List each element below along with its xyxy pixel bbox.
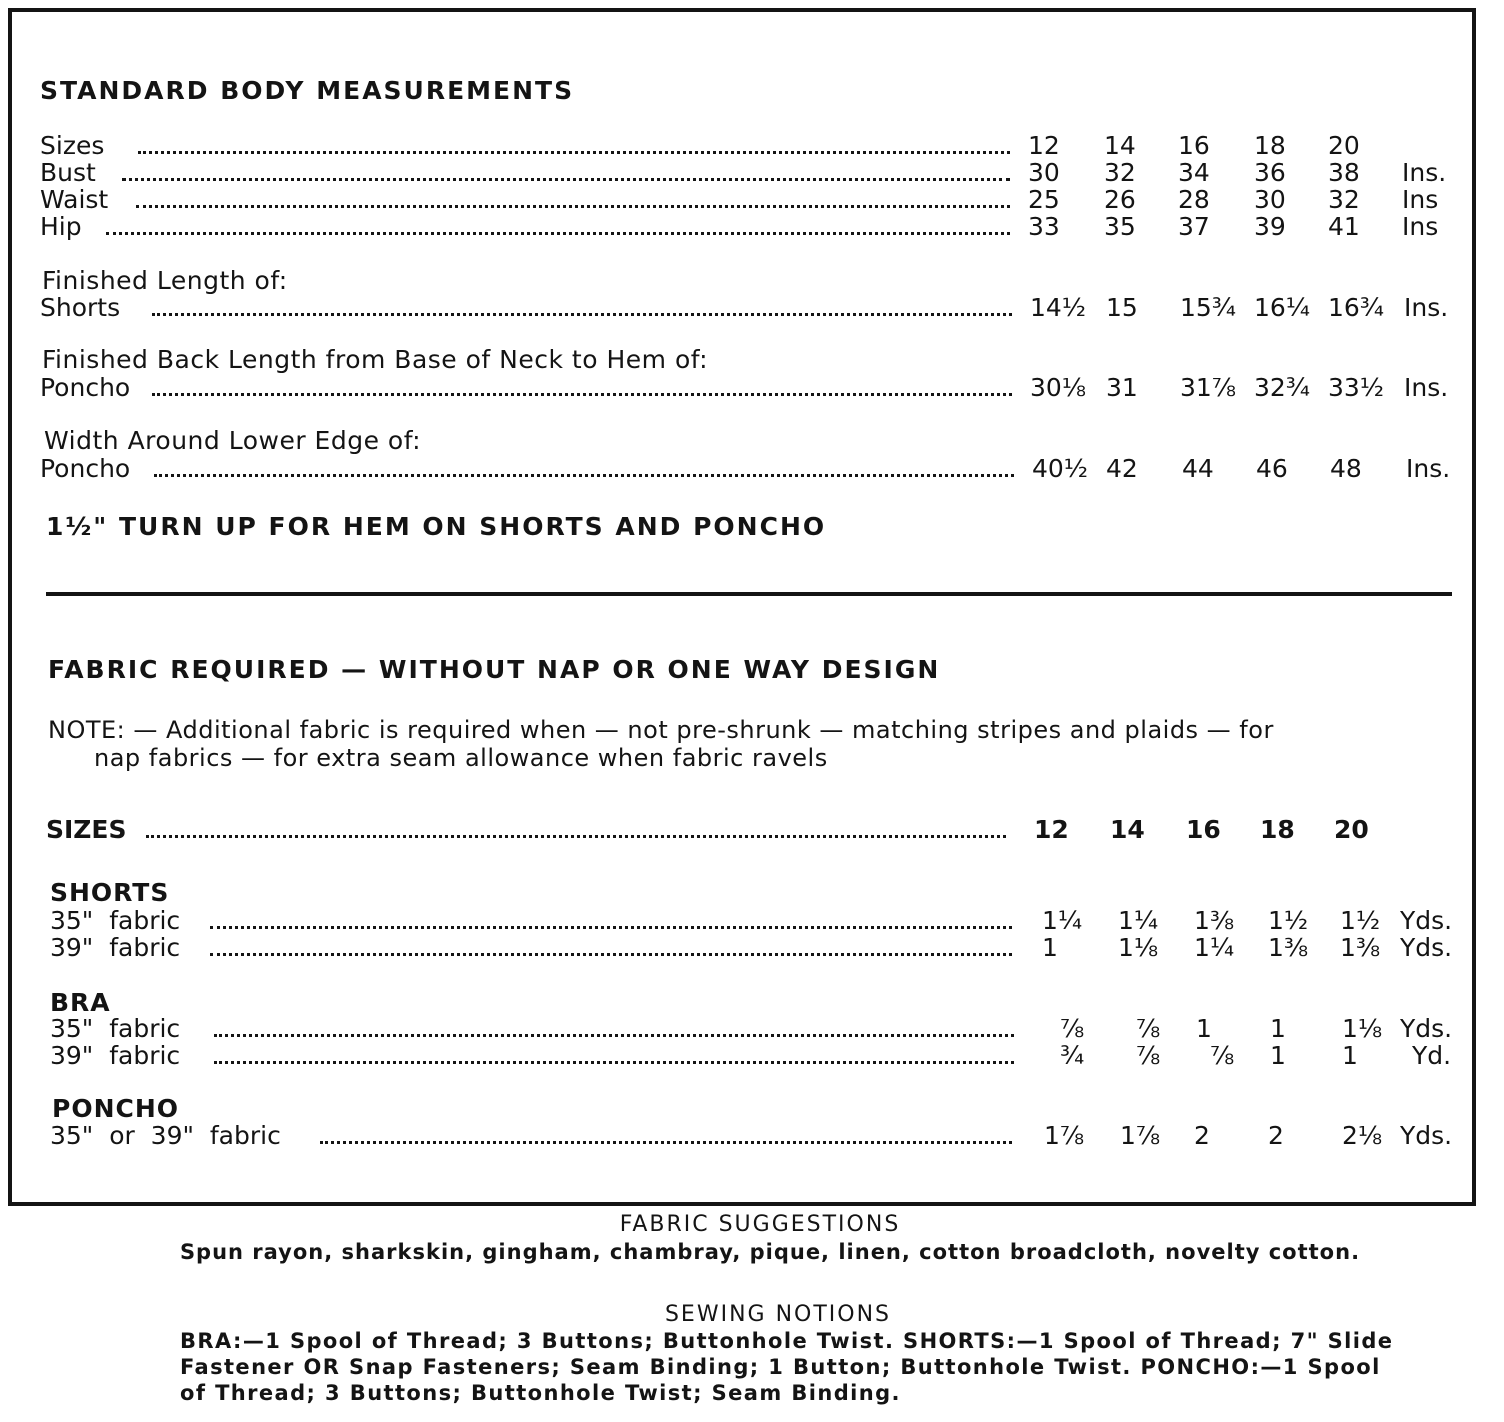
value-size-20: 1⅛ xyxy=(1342,1014,1383,1043)
value-size-14: ⅞ xyxy=(1136,1041,1161,1070)
unit-label: Yds. xyxy=(1400,1121,1453,1150)
value-size-16: 16 xyxy=(1178,131,1210,160)
table-row xyxy=(40,293,1460,321)
row-label: 35" fabric xyxy=(50,1014,181,1043)
row-label: Sizes xyxy=(40,131,105,160)
fabric-note xyxy=(48,716,1458,772)
sizes-label: SIZES xyxy=(46,815,127,844)
value-size-18: 1 xyxy=(1270,1041,1286,1070)
value-size-16: ⅞ xyxy=(1210,1041,1235,1070)
value-size-16: 1 xyxy=(1196,1014,1212,1043)
value-size-16: 15¾ xyxy=(1180,293,1237,322)
value-size-18: 32¾ xyxy=(1254,373,1311,402)
width-lower-edge-heading: Width Around Lower Edge of: xyxy=(44,426,422,455)
row-label: 39" fabric xyxy=(50,933,181,962)
row-label: Bust xyxy=(40,158,96,187)
leader-dots xyxy=(122,178,1010,181)
leader-dots xyxy=(146,835,1006,838)
value-size-16: 31⅞ xyxy=(1180,373,1237,402)
value-size-12: 12 xyxy=(1028,131,1060,160)
row-label: Poncho xyxy=(40,454,131,483)
row-label: 35" fabric xyxy=(50,906,181,935)
size-header-20: 20 xyxy=(1334,815,1369,844)
value-size-18: 30 xyxy=(1254,185,1286,214)
value-size-20: 38 xyxy=(1328,158,1360,187)
size-header-14: 14 xyxy=(1110,815,1145,844)
leader-dots xyxy=(152,313,1012,316)
row-label: Poncho xyxy=(40,373,131,402)
row-label: Waist xyxy=(40,185,109,214)
value-size-14: 35 xyxy=(1104,212,1136,241)
value-size-18: 46 xyxy=(1256,454,1288,483)
sizes-header-row xyxy=(46,815,1466,843)
table-row xyxy=(40,212,1460,240)
leader-dots xyxy=(136,205,1010,208)
sewing-notions-title: SEWING NOTIONS xyxy=(664,1302,892,1327)
value-size-14: 15 xyxy=(1106,293,1138,322)
note-line: nap fabrics — for extra seam allowance when fabric ravels xyxy=(94,744,828,772)
size-header-12: 12 xyxy=(1034,815,1069,844)
unit-label: Ins xyxy=(1402,212,1439,241)
value-size-16: 28 xyxy=(1178,185,1210,214)
value-size-12: ¾ xyxy=(1060,1041,1085,1070)
unit-label: Ins. xyxy=(1404,373,1449,402)
fabric-suggestions-text: Spun rayon, sharkskin, gingham, chambray, pique, linen, cotton broadcloth, novelty cotton. xyxy=(179,1240,1361,1264)
group-title-poncho: PONCHO xyxy=(52,1094,180,1123)
body-measurements-title: STANDARD BODY MEASUREMENTS xyxy=(40,76,575,105)
leader-dots xyxy=(210,926,1012,929)
value-size-12: 33 xyxy=(1028,212,1060,241)
value-size-14: 1⅛ xyxy=(1118,933,1159,962)
unit-label: Ins. xyxy=(1404,293,1449,322)
table-row xyxy=(50,1041,1460,1069)
value-size-14: ⅞ xyxy=(1136,1014,1161,1043)
value-size-16: 2 xyxy=(1194,1121,1210,1150)
table-row xyxy=(50,1121,1460,1149)
unit-label: Yds. xyxy=(1400,906,1453,935)
value-size-14: 26 xyxy=(1104,185,1136,214)
row-label: Hip xyxy=(40,212,82,241)
value-size-12: 1¼ xyxy=(1042,906,1083,935)
table-row xyxy=(40,373,1460,401)
table-row xyxy=(40,185,1460,213)
unit-label: Yds. xyxy=(1400,933,1453,962)
value-size-20: 2⅛ xyxy=(1342,1121,1383,1150)
value-size-14: 1¼ xyxy=(1118,906,1159,935)
value-size-16: 34 xyxy=(1178,158,1210,187)
fabric-required-title: FABRIC REQUIRED — WITHOUT NAP OR ONE WAY DESIGN xyxy=(48,655,941,684)
unit-label: Yds. xyxy=(1400,1014,1453,1043)
leader-dots xyxy=(214,1034,1014,1037)
back-length-heading: Finished Back Length from Base of Neck to Hem of: xyxy=(42,345,709,374)
value-size-18: 1⅜ xyxy=(1268,933,1309,962)
value-size-20: 16¾ xyxy=(1328,293,1385,322)
value-size-20: 1½ xyxy=(1340,906,1381,935)
value-size-18: 36 xyxy=(1254,158,1286,187)
value-size-12: 14½ xyxy=(1030,293,1087,322)
value-size-14: 42 xyxy=(1106,454,1138,483)
value-size-14: 1⅞ xyxy=(1120,1121,1161,1150)
size-header-16: 16 xyxy=(1186,815,1221,844)
value-size-20: 32 xyxy=(1328,185,1360,214)
row-label: 39" fabric xyxy=(50,1041,181,1070)
value-size-18: 2 xyxy=(1268,1121,1284,1150)
value-size-12: 30⅛ xyxy=(1030,373,1087,402)
value-size-18: 18 xyxy=(1254,131,1286,160)
value-size-18: 39 xyxy=(1254,212,1286,241)
value-size-14: 14 xyxy=(1104,131,1136,160)
leader-dots xyxy=(106,232,1010,235)
value-size-18: 1 xyxy=(1270,1014,1286,1043)
value-size-16: 44 xyxy=(1182,454,1214,483)
value-size-12: 1 xyxy=(1042,933,1058,962)
value-size-20: 41 xyxy=(1328,212,1360,241)
leader-dots xyxy=(152,393,1012,396)
value-size-16: 37 xyxy=(1178,212,1210,241)
value-size-14: 32 xyxy=(1104,158,1136,187)
value-size-18: 16¼ xyxy=(1254,293,1311,322)
row-label: Shorts xyxy=(40,293,121,322)
table-row xyxy=(50,933,1460,961)
value-size-20: 48 xyxy=(1330,454,1362,483)
value-size-12: ⅞ xyxy=(1060,1014,1085,1043)
unit-label: Ins xyxy=(1402,185,1439,214)
table-row xyxy=(50,906,1460,934)
value-size-16: 1¼ xyxy=(1194,933,1235,962)
value-size-20: 20 xyxy=(1328,131,1360,160)
value-size-12: 25 xyxy=(1028,185,1060,214)
hem-note: 1½" TURN UP FOR HEM ON SHORTS AND PONCHO xyxy=(46,512,827,541)
unit-label: Ins. xyxy=(1402,158,1447,187)
unit-label: Ins. xyxy=(1406,454,1451,483)
leader-dots xyxy=(138,151,1010,154)
group-title-shorts: SHORTS xyxy=(50,878,170,907)
unit-label: Yd. xyxy=(1412,1041,1452,1070)
value-size-12: 30 xyxy=(1028,158,1060,187)
finished-length-heading: Finished Length of: xyxy=(42,266,288,295)
section-divider xyxy=(46,592,1452,596)
value-size-20: 1 xyxy=(1342,1041,1358,1070)
sewing-notions-text: BRA:—1 Spool of Thread; 3 Buttons; Buttonhole Twist. SHORTS:—1 Spool of Thread; 7" Slide Fastener OR Snap Fasteners; Seam Binding; 1 Button; Buttonhole Twist. PONCHO:—1 Spool of Thread; 3 Buttons; Buttonhole Twist; Seam Binding. xyxy=(180,1329,1394,1405)
size-header-18: 18 xyxy=(1260,815,1295,844)
group-title-bra: BRA xyxy=(50,988,111,1017)
value-size-20: 1⅜ xyxy=(1340,933,1381,962)
value-size-12: 1⅞ xyxy=(1044,1121,1085,1150)
table-row xyxy=(40,454,1460,482)
table-row xyxy=(40,158,1460,186)
value-size-20: 33½ xyxy=(1328,373,1385,402)
leader-dots xyxy=(320,1141,1012,1144)
value-size-18: 1½ xyxy=(1268,906,1309,935)
value-size-12: 40½ xyxy=(1032,454,1089,483)
table-row xyxy=(50,1014,1460,1042)
table-row xyxy=(40,131,1460,159)
leader-dots xyxy=(214,1061,1014,1064)
fabric-suggestions-title: FABRIC SUGGESTIONS xyxy=(619,1212,901,1237)
value-size-14: 31 xyxy=(1106,373,1138,402)
value-size-16: 1⅜ xyxy=(1194,906,1235,935)
leader-dots xyxy=(154,474,1014,477)
leader-dots xyxy=(210,953,1012,956)
note-line: NOTE: — Additional fabric is required when — not pre-shrunk — matching stripes and plaids — for xyxy=(48,716,1274,744)
row-label: 35" or 39" fabric xyxy=(50,1121,281,1150)
